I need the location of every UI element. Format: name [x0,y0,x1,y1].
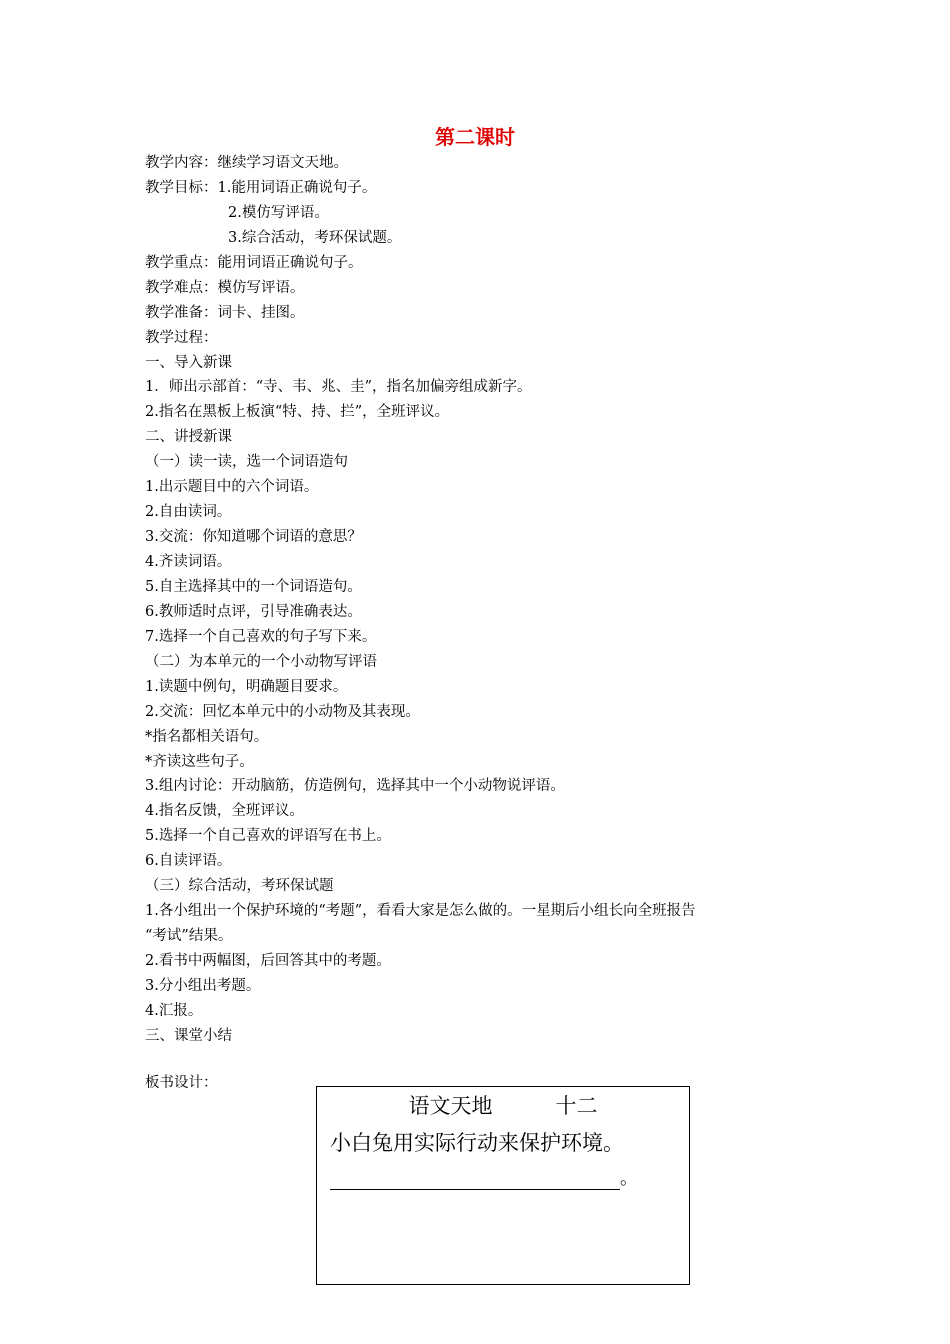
text-line: 教学过程： [145,329,218,346]
text-line: 一、导入新课 [145,354,232,371]
text-line: 5.自主选择其中的一个词语造句。 [145,578,362,595]
text-line: 4.汇报。 [145,1002,203,1019]
text-line: “考试”结果。 [145,928,233,945]
text-line: 1.出示题目中的六个词语。 [145,479,319,496]
text-line: 6.自读评语。 [145,853,232,870]
text-line: 教学目标：1.能用词语正确说句子。 [145,179,377,196]
text-line: 3.组内讨论：开动脑筋，仿造例句，选择其中一个小动物说评语。 [145,778,565,795]
lesson-body [145,151,825,1049]
text-line: 教学内容：继续学习语文天地。 [145,155,348,171]
text-line: 二、讲授新课 [145,429,232,446]
blackboard-design-box [316,1086,690,1285]
text-line: 4.齐读词语。 [145,554,232,570]
text-line: 2.模仿写评语。 [228,204,329,221]
text-line: 1.各小组出一个保护环境的“考题”，看看大家是怎么做的。一星期后小组长向全班报告 [145,903,696,920]
text-line: 1.读题中例句，明确题目要求。 [145,678,348,695]
text-line: 2.指名在黑板上板演“特、持、拦”，全班评议。 [145,404,450,421]
text-line: *指名都相关语句。 [145,728,269,745]
text-line: 3.分小组出考题。 [145,977,261,994]
text-line: （二）为本单元的一个小动物写评语 [145,653,377,670]
text-line: 3.综合活动，考环保试题。 [228,229,402,246]
page-title: 第二课时 [435,125,515,149]
board-heading: 语文天地 十二 [408,1094,598,1118]
text-line: 3.交流：你知道哪个词语的意思？ [145,529,362,546]
text-line: 2.交流：回忆本单元中的小动物及其表现。 [145,703,420,720]
text-line: 2.自由读词。 [145,504,232,521]
board-design-label: 板书设计： [145,1075,218,1091]
text-line: （三）综合活动，考环保试题 [145,878,334,895]
text-line: 6.教师适时点评，引导准确表达。 [145,603,362,620]
text-line: 教学难点：模仿写评语。 [145,279,305,296]
text-line: 7.选择一个自己喜欢的句子写下来。 [145,628,377,645]
text-line: 教学重点：能用词语正确说句子。 [145,254,363,271]
board-sentence: 小白兔用实际行动来保护环境。 [330,1131,624,1155]
text-line: 4.指名反馈，全班评议。 [145,803,304,820]
text-line: 1．师出示部首：“寺、韦、兆、圭”，指名加偏旁组成新字。 [145,379,532,396]
text-line: 5.选择一个自己喜欢的评语写在书上。 [145,828,391,845]
text-line: （一）读一读，选一个词语造句 [145,454,348,471]
text-line: *齐读这些句子。 [145,753,254,770]
board-period: 。 [620,1168,638,1189]
text-line: 2.看书中两幅图，后回答其中的考题。 [145,953,391,969]
fill-in-blank-line [330,1171,620,1190]
text-line: 三、课堂小结 [145,1027,232,1044]
text-line: 教学准备：词卡、挂图。 [145,304,305,321]
